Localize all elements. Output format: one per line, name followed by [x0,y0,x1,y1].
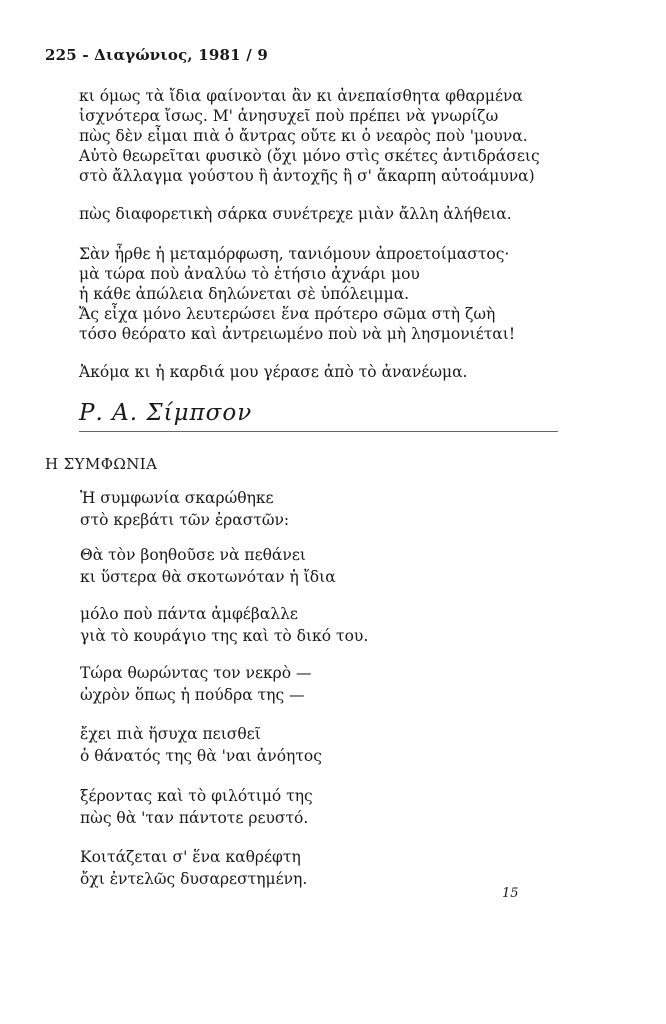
verse-line: μὰ τώρα ποὺ ἀναλύω τὸ ἐτήσιο ἀχνάρι μου [79,265,420,283]
verse-line: ξέροντας καὶ τὸ φιλότιμό της [80,787,313,805]
poem-stanza-4 [80,662,480,706]
verse-line: Κοιτάζεται σ' ἕνα καθρέφτη [80,848,301,866]
poem-stanza-1 [80,487,480,531]
author-name: Ρ. Α. Σίμπσον [79,400,253,426]
poem-stanza-3 [80,603,480,647]
verse-line: ὁ θάνατός της θὰ 'ναι ἀνόητος [80,747,322,765]
verse-line: ἔχει πιὰ ἥσυχα πεισθεῖ [80,725,261,743]
verse-line: τόσο θεόρατο καὶ ἀντρειωμένο ποὺ νὰ μὴ λησμονιέται! [79,325,516,343]
stanza-3 [79,244,579,344]
author-rule [79,431,558,432]
verse-line: πὼς δὲν εἶμαι πιὰ ὁ ἄντρας οὔτε κι ὁ νεαρὸς ποὺ 'μουνα. [79,127,528,145]
verse-line: ὠχρὸν ὅπως ἡ πούδρα της — [80,686,305,704]
verse-line: Ἡ συμφωνία σκαρώθηκε [80,489,274,507]
stanza-2 [79,204,579,224]
verse-line: στὸ κρεβάτι τῶν ἐραστῶν: [80,511,290,529]
verse-line: Σὰν ἦρθε ἡ μεταμόρφωση, τανιόμουν ἀπροετοίμαστος· [79,245,510,263]
verse-line: πὼς θὰ 'ταν πάντοτε ρευστό. [80,809,309,827]
verse-line: κι ὕστερα θὰ σκοτωνόταν ἡ ἴδια [80,568,336,586]
verse-line: Αὐτὸ θεωρεῖται φυσικὸ (ὄχι μόνο στὶς σκέτες ἀντιδράσεις [79,147,540,165]
verse-line: κι όμως τὰ ἴδια φαίνονται ἂν κι ἀνεπαίσθητα φθαρμένα [79,87,523,105]
verse-line: ἰσχνότερα ἴσως. Μ' ἀνησυχεῖ ποὺ πρέπει νὰ γνωρίζω [79,107,499,125]
verse-line: ἡ κάθε ἀπώλεια δηλώνεται σὲ ὑπόλειμμα. [79,285,410,303]
poem-stanza-2 [80,544,480,588]
verse-line: μόλο ποὺ πάντα ἀμφέβαλλε [80,605,298,623]
stanza-4 [79,362,579,382]
poem-stanza-6 [80,785,480,829]
verse-line: Ἄς εἶχα μόνο λευτερώσει ἕνα πρότερο σῶμα στὴ ζωὴ [79,305,496,323]
verse-line: Ἀκόμα κι ἡ καρδιά μου γέρασε ἀπὸ τὸ ἀνανέωμα. [79,363,468,381]
poem-title: Η ΣΥΜΦΩΝΙΑ [45,455,158,473]
poem-stanza-5 [80,723,480,767]
verse-line: Τώρα θωρώντας τον νεκρὸ — [80,664,312,682]
verse-line: γιὰ τὸ κουράγιο της καὶ τὸ δικό του. [80,627,369,645]
running-header: 225 - Διαγώνιος, 1981 / 9 [45,46,268,64]
stanza-1 [79,86,579,186]
verse-line: στὸ ἄλλαγμα γούστου ἢ ἀντοχῆς ἢ σ' ἄκαρπη αὐτοάμυνα) [79,167,535,185]
page-number: 15 [502,886,519,901]
verse-line: πὼς διαφορετικὴ σάρκα συνέτρεχε μιὰν ἄλλη ἀλήθεια. [79,205,512,223]
poem-stanza-7 [80,846,480,890]
verse-line: ὄχι ἐντελῶς δυσαρεστημένη. [80,870,308,888]
verse-line: Θὰ τὸν βοηθοῦσε νὰ πεθάνει [80,546,306,564]
